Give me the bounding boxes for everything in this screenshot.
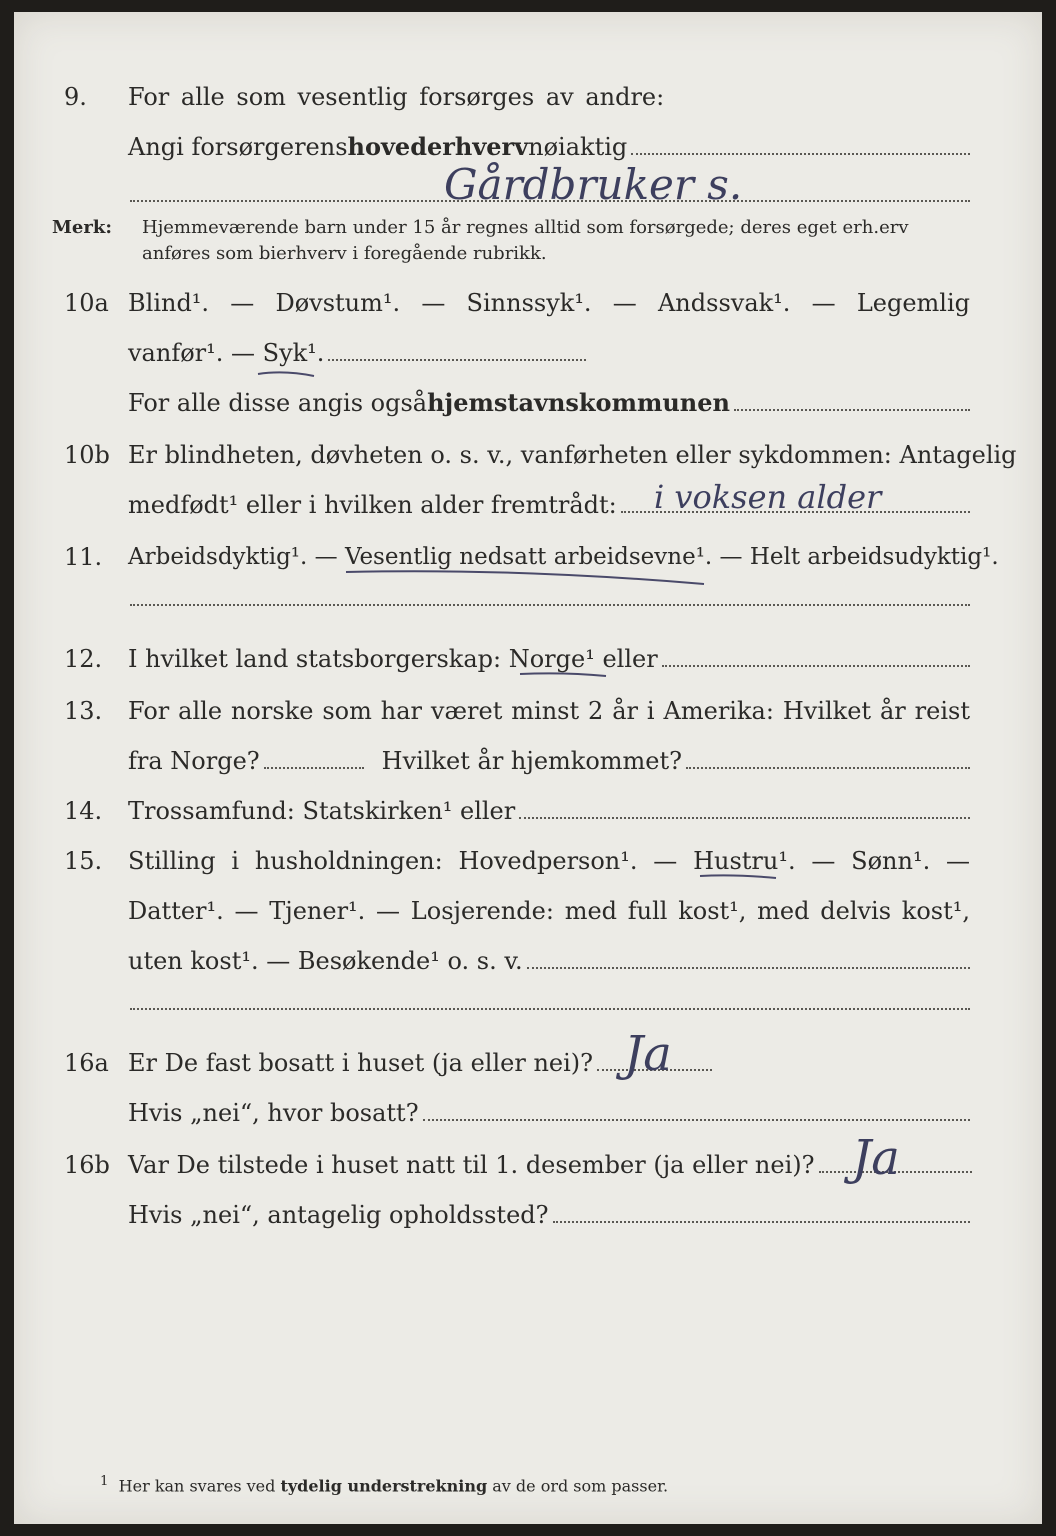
- text: uten kost¹. — Besøkende¹ o. s. v.: [128, 947, 523, 975]
- question-number: 13.: [64, 697, 103, 725]
- text: Hvis „nei“, hvor bosatt?: [128, 1099, 419, 1127]
- question-number: 10a: [64, 289, 109, 317]
- handwritten-answer: Ja: [852, 1130, 900, 1186]
- note-line-1: Hjemmeværende barn under 15 år regnes alltid som forsørgede; deres eget erh.erv: [142, 217, 909, 238]
- question-number: 11.: [64, 543, 103, 571]
- note-label: Merk:: [52, 217, 112, 238]
- note-line-2: anføres som bierhverv i foregående rubrikk.: [142, 243, 547, 264]
- text: For alle disse angis også: [128, 389, 428, 417]
- question-15-line2: Datter¹. — Tjener¹. — Losjerende: med full kost¹, med delvis kost¹,: [128, 897, 970, 925]
- question-number: 9.: [64, 83, 87, 111]
- question-10a-text: Blind¹. — Døvstum¹. — Sinnssyk¹. — Andssvak¹. — Legemlig: [128, 289, 970, 317]
- text: I hvilket land statsborgerskap: Norge¹ eller: [128, 645, 658, 673]
- bold-text: hjemstavnskommunen: [427, 388, 730, 417]
- question-10b-text: Er blindheten, døvheten o. s. v., vanførheten eller sykdommen: Antagelig: [128, 441, 1017, 469]
- handwritten-answer: Ja: [624, 1026, 672, 1082]
- text: fra Norge?: [128, 747, 260, 775]
- text: nøiaktig: [528, 133, 628, 161]
- question-15-text: Stilling i husholdningen: Hovedperson¹. — Hustru¹. — Sønn¹. —: [128, 847, 970, 875]
- bold-text: hovederhverv: [347, 132, 529, 161]
- pen-underlines: [14, 12, 1042, 1524]
- question-13-text: For alle norske som har været minst 2 år i Amerika: Hvilket år reist: [128, 697, 970, 725]
- question-number: 10b: [64, 441, 110, 469]
- footnote: [100, 1474, 668, 1495]
- text: Her kan svares ved: [118, 1476, 281, 1496]
- census-form-page: [14, 12, 1042, 1524]
- text: Var De tilstede i huset natt til 1. desember (ja eller nei)?: [128, 1151, 815, 1179]
- text: Angi forsørgerens: [128, 133, 348, 161]
- text: Hvilket år hjemkommet?: [381, 747, 683, 775]
- text: vanfør¹. — Syk¹.: [128, 339, 325, 367]
- text: medfødt¹ eller i hvilken alder fremtrådt:: [128, 491, 617, 519]
- question-number: 12.: [64, 645, 103, 673]
- question-number: 16a: [64, 1049, 109, 1077]
- question-number: 14.: [64, 797, 103, 825]
- text: av de ord som passer.: [487, 1476, 669, 1496]
- handwritten-answer: i voksen alder: [654, 478, 882, 516]
- text: Trossamfund: Statskirken¹ eller: [128, 797, 516, 825]
- question-9-text: For alle som vesentlig forsørges av andre:: [128, 83, 665, 111]
- question-number: 15.: [64, 847, 103, 875]
- question-number: 16b: [64, 1151, 110, 1179]
- question-11-text: Arbeidsdyktig¹. — Vesentlig nedsatt arbeidsevne¹. — Helt arbeidsudyktig¹.: [128, 544, 999, 570]
- text: Er De fast bosatt i huset (ja eller nei)?: [128, 1049, 594, 1077]
- handwritten-answer: Gårdbruker s.: [444, 160, 743, 209]
- footnote-mark: 1: [100, 1474, 109, 1489]
- bold-text: tydelig understrekning: [280, 1476, 488, 1496]
- text: Hvis „nei“, antagelig opholdssted?: [128, 1201, 549, 1229]
